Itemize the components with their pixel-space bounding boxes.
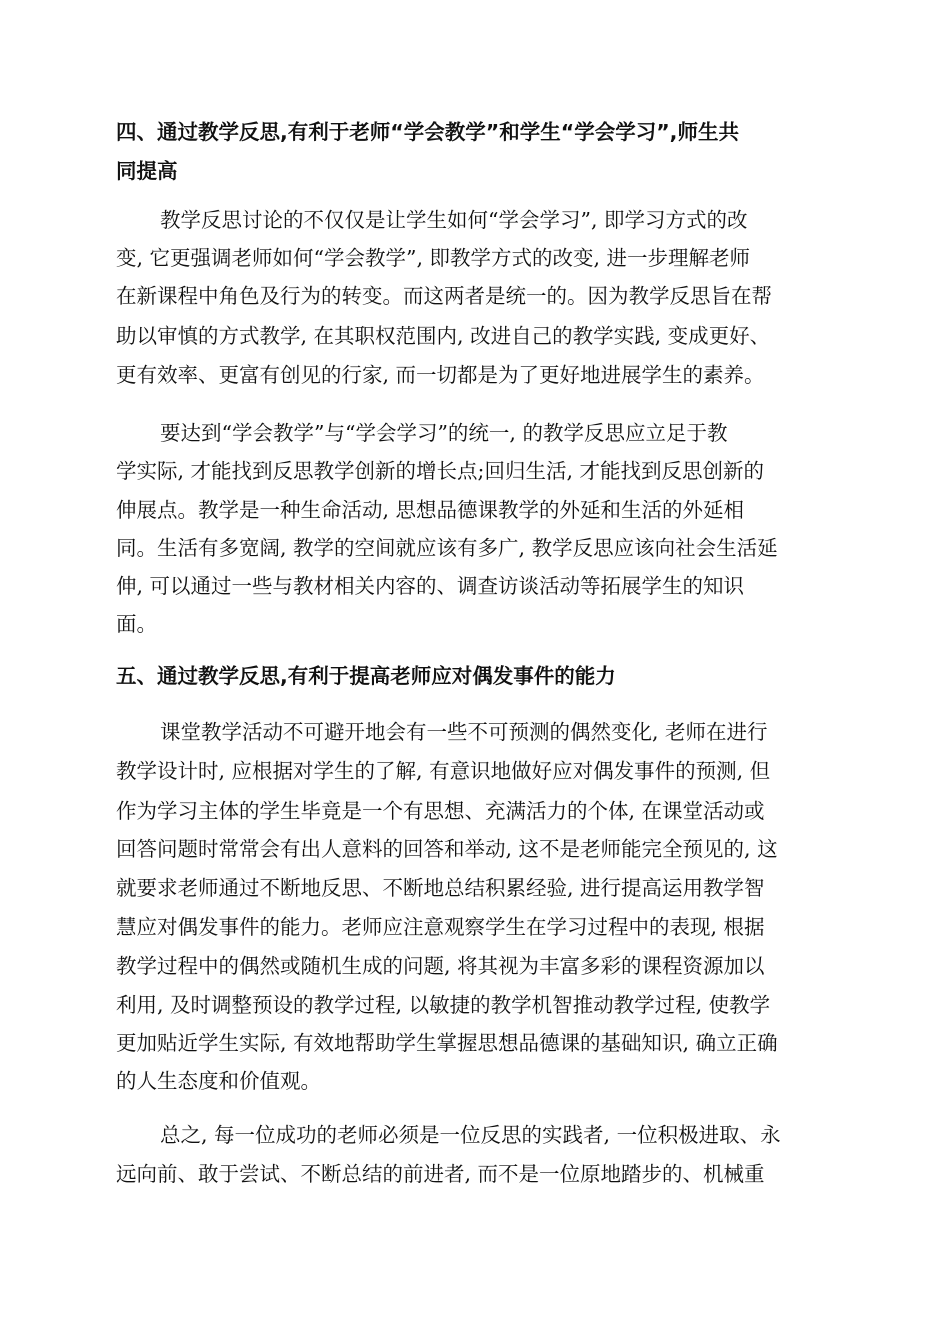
paragraph-line: 教学设计时, 应根据对学生的了解, 有意识地做好应对偶发事件的预测, 但: [116, 759, 771, 783]
paragraph-line: 伸, 可以通过一些与教材相关内容的、调查访谈活动等拓展学生的知识: [116, 574, 745, 598]
paragraph-line: 就要求老师通过不断地反思、不断地总结积累经验, 进行提高运用教学智: [116, 876, 765, 900]
paragraph-line: 利用, 及时调整预设的教学过程, 以敏捷的教学机智推动教学过程, 使教学: [116, 993, 771, 1017]
paragraph-line: 教学反思讨论的不仅仅是让学生如何“学会学习”, 即学习方式的改: [160, 208, 748, 232]
paragraph-line: 伸展点。教学是一种生命活动, 思想品德课教学的外延和生活的外延相: [116, 498, 745, 522]
paragraph-line: 同。生活有多宽阔, 教学的空间就应该有多广, 教学反思应该向社会生活延: [116, 536, 778, 560]
paragraph-line: 回答问题时常常会有出人意料的回答和举动, 这不是老师能完全预见的, 这: [116, 837, 778, 861]
section-heading: 四、通过教学反思,有利于老师“学会教学”和学生“学会学习”,师生共: [116, 120, 739, 144]
paragraph-line: 总之, 每一位成功的老师必须是一位反思的实践者, 一位积极进取、永: [160, 1123, 781, 1147]
paragraph-line: 更有效率、更富有创见的行家, 而一切都是为了更好地进展学生的素养。: [116, 363, 765, 387]
paragraph-line: 变, 它更强调老师如何“学会教学”, 即教学方式的改变, 进一步理解老师: [116, 246, 751, 270]
paragraph-line: 面。: [116, 612, 157, 636]
paragraph-line: 教学过程中的偶然或随机生成的问题, 将其视为丰富多彩的课程资源加以: [116, 954, 765, 978]
paragraph-line: 远向前、敢于尝试、不断总结的前进者, 而不是一位原地踏步的、机械重: [116, 1162, 765, 1186]
paragraph-line: 课堂教学活动不可避开地会有一些不可预测的偶然变化, 老师在进行: [160, 720, 768, 744]
paragraph-line: 慧应对偶发事件的能力。老师应注意观察学生在学习过程中的表现, 根据: [116, 915, 765, 939]
paragraph-line: 在新课程中角色及行为的转变。而这两者是统一的。因为教学反思旨在帮: [116, 284, 772, 308]
paragraph-line: 学实际, 才能找到反思教学创新的增长点;回归生活, 才能找到反思创新的: [116, 459, 764, 483]
paragraph-line: 更加贴近学生实际, 有效地帮助学生掌握思想品德课的基础知识, 确立正确: [116, 1031, 778, 1055]
paragraph-line: 助以审慎的方式教学, 在其职权范围内, 改进自己的教学实践, 变成更好、: [116, 324, 771, 348]
paragraph-line: 要达到“学会教学”与“学会学习”的统一, 的教学反思应立足于教: [160, 421, 728, 445]
paragraph-line: 的人生态度和价值观。: [116, 1069, 321, 1093]
section-heading: 同提高: [116, 159, 178, 183]
section-heading: 五、通过教学反思,有利于提高老师应对偶发事件的能力: [116, 664, 616, 688]
paragraph-line: 作为学习主体的学生毕竟是一个有思想、充满活力的个体, 在课堂活动或: [116, 799, 765, 823]
